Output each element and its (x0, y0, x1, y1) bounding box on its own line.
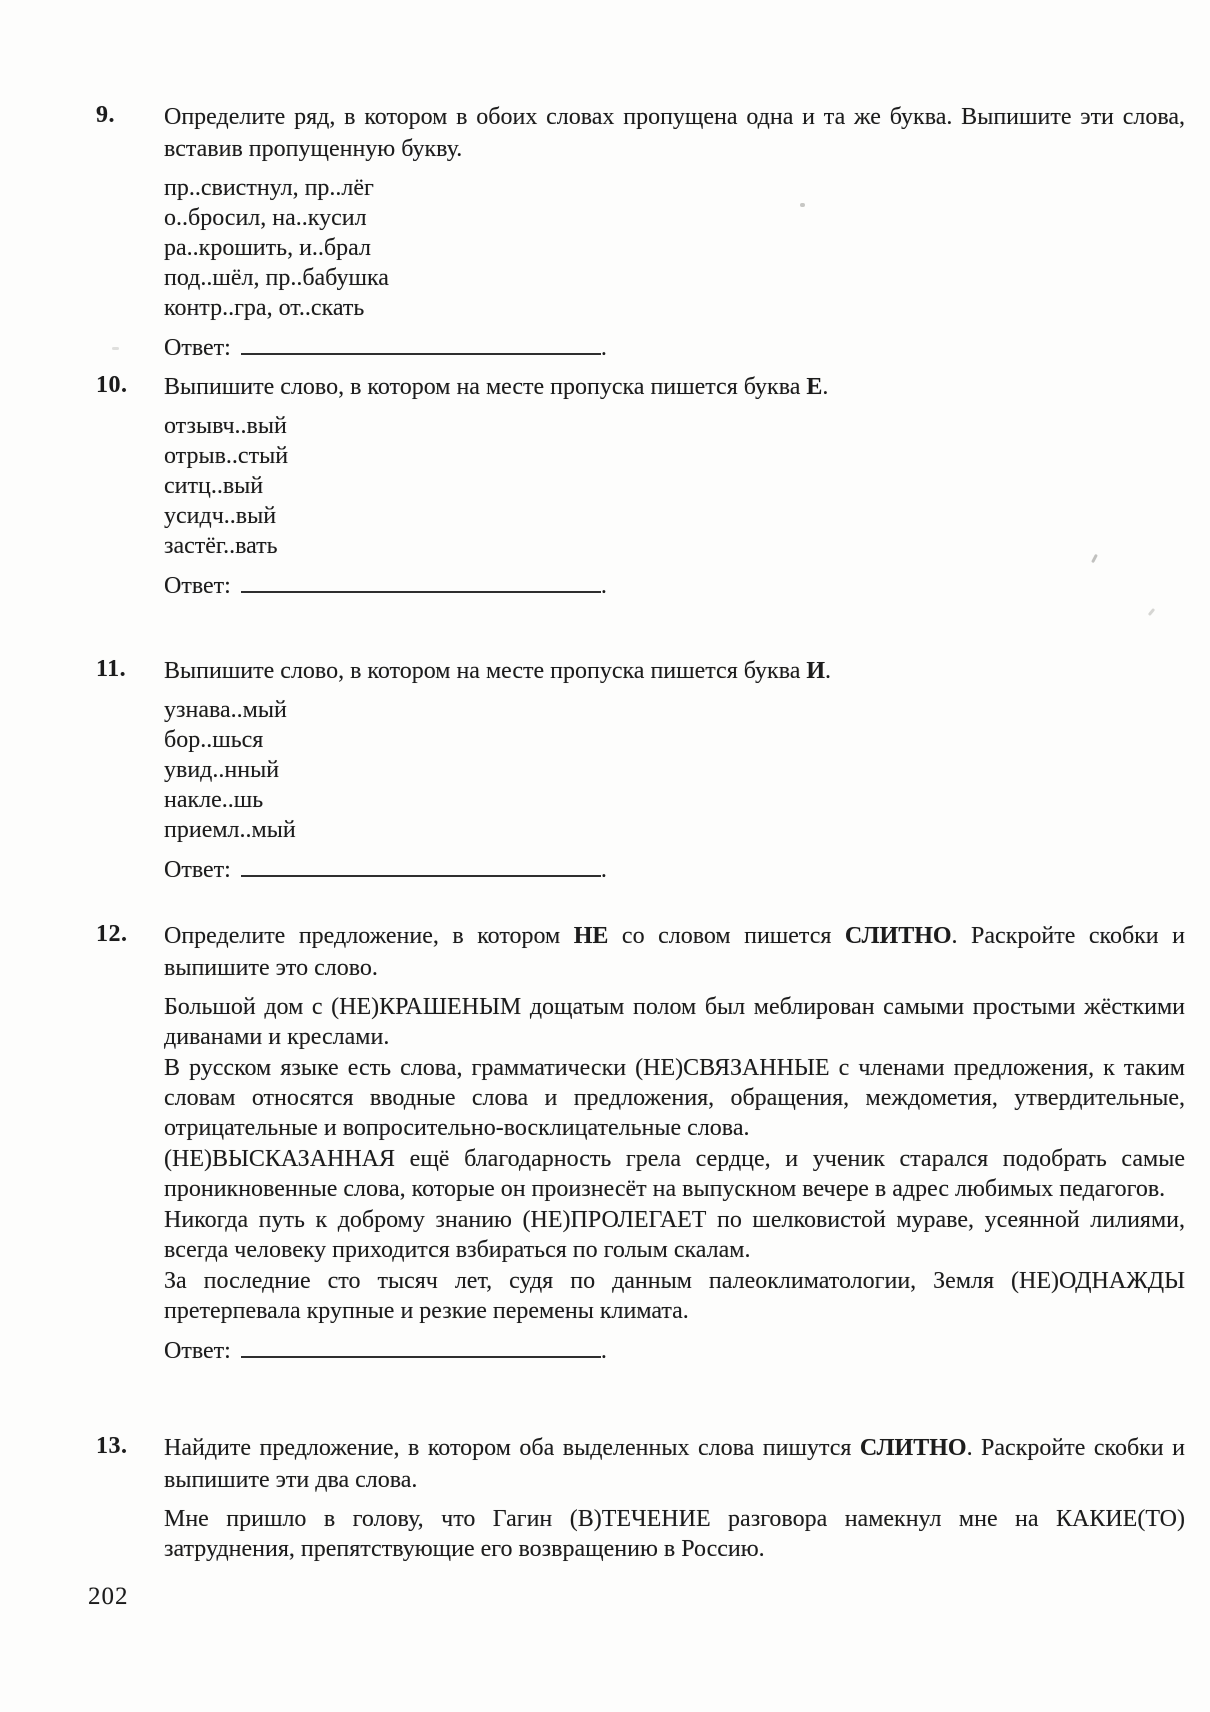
answer-label: Ответ: (164, 1338, 231, 1364)
answer-period: . (600, 573, 607, 599)
option-line: ситц..вый (164, 473, 264, 499)
option-line: пр..свистнул, пр..лёг (164, 175, 374, 201)
scan-speck (112, 347, 119, 350)
answer-row (164, 855, 1185, 885)
question-number: 9. (96, 102, 115, 128)
question-10 (0, 371, 1210, 601)
option-line: накле..шь (164, 787, 264, 813)
scan-speck (1148, 608, 1155, 616)
scan-speck (800, 203, 805, 207)
options-list (164, 173, 1185, 323)
answer-label: Ответ: (164, 335, 231, 361)
question-prompt: Выпишите слово, в котором на месте пропуска пишется буква И. (164, 658, 832, 684)
option-line: застёг..вать (164, 533, 278, 559)
question-prompt: Найдите предложение, в котором оба выделенных слова пишутся СЛИТНО. Раскройте скобки и выпишите эти два слова. (164, 1435, 1185, 1493)
question-12 (0, 920, 1210, 1366)
question-prompt: Определите ряд, в котором в обоих словах пропущена одна и та же буква. Выпишите эти слова, вставив пропущенную букву. (164, 104, 1185, 162)
answer-label: Ответ: (164, 573, 231, 599)
answer-row (164, 333, 1185, 363)
answer-period: . (600, 1338, 607, 1364)
options-list (164, 695, 1185, 845)
answer-row (164, 1336, 1185, 1366)
sentence-paragraph: Мне пришло в голову, что Гагин (В)ТЕЧЕНИЕ разговора намекнул мне на КАКИЕ(ТО) затруднения, препятствующие его возвращению в Россию. (164, 1506, 1185, 1562)
question-number: 12. (96, 921, 128, 947)
page-number: 202 (88, 1583, 129, 1610)
question-11 (0, 655, 1210, 885)
question-prompt: Определите предложение, в котором НЕ со словом пишется СЛИТНО. Раскройте скобки и выпишите это слово. (164, 923, 1185, 981)
option-line: бор..шься (164, 727, 264, 753)
option-line: ра..крошить, и..брал (164, 235, 371, 261)
sentence-paragraph: Никогда путь к доброму знанию (НЕ)ПРОЛЕГАЕТ по шелковистой мураве, усеянной лилиями, всегда человеку приходится взбираться по голым скалам. (164, 1207, 1185, 1263)
option-line: приемл..мый (164, 817, 296, 843)
answer-blank-line (241, 855, 601, 877)
answer-period: . (600, 335, 607, 361)
options-list (164, 411, 1185, 561)
question-13 (0, 1432, 1210, 1564)
sentence-list (164, 1504, 1185, 1564)
question-prompt: Выпишите слово, в котором на месте пропуска пишется буква Е. (164, 374, 829, 400)
option-line: увид..нный (164, 757, 280, 783)
option-line: контр..гра, от..скать (164, 295, 365, 321)
sentence-paragraph: (НЕ)ВЫСКАЗАННАЯ ещё благодарность грела сердце, и ученик старался подобрать самые проникновенные слова, которые он произнесёт на выпускном вечере в адрес любимых педагогов. (164, 1146, 1185, 1202)
answer-blank-line (241, 333, 601, 355)
option-line: отрыв..стый (164, 443, 289, 469)
question-9 (0, 101, 1210, 363)
sentence-paragraph: Большой дом с (НЕ)КРАШЕНЫМ дощатым полом был меблирован самыми простыми жёсткими диванами и креслами. (164, 994, 1185, 1050)
question-number: 11. (96, 656, 127, 682)
option-line: узнава..мый (164, 697, 287, 723)
answer-period: . (600, 857, 607, 883)
option-line: о..бросил, на..кусил (164, 205, 367, 231)
answer-label: Ответ: (164, 857, 231, 883)
answer-blank-line (241, 1336, 601, 1358)
question-number: 13. (96, 1433, 128, 1459)
sentence-paragraph: За последние сто тысяч лет, судя по данным палеоклиматологии, Земля (НЕ)ОДНАЖДЫ претерпевала крупные и резкие перемены климата. (164, 1268, 1185, 1324)
question-number: 10. (96, 372, 128, 398)
sentence-list (164, 992, 1185, 1326)
option-line: под..шёл, пр..бабушка (164, 265, 389, 291)
sentence-paragraph: В русском языке есть слова, грамматически (НЕ)СВЯЗАННЫЕ с членами предложения, к таким словам относятся вводные слова и предложения, обращения, междометия, утвердительные, отрицательные и вопросительно-восклицательные слова. (164, 1055, 1185, 1141)
answer-row (164, 571, 1185, 601)
option-line: усидч..вый (164, 503, 277, 529)
answer-blank-line (241, 571, 601, 593)
option-line: отзывч..вый (164, 413, 287, 439)
